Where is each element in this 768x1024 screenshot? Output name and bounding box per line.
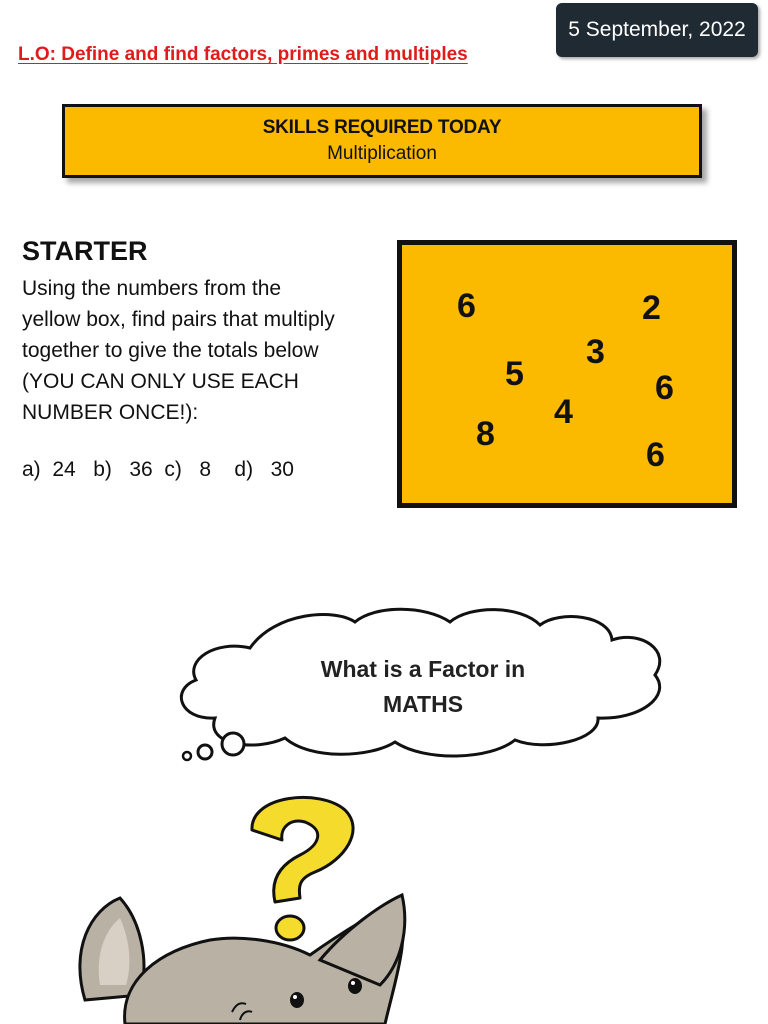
box-number: 5 xyxy=(505,355,524,393)
learning-objective: L.O: Define and find factors, primes and multiples xyxy=(18,44,468,65)
starter-line: together to give the totals below xyxy=(22,339,319,362)
date-badge: 5 September, 2022 xyxy=(556,3,758,57)
character-eye xyxy=(290,992,304,1008)
skills-title: SKILLS REQUIRED TODAY xyxy=(262,117,502,138)
thought-bubble-dot xyxy=(198,745,212,759)
confused-character-illustration xyxy=(0,790,768,1024)
thought-bubble-text xyxy=(268,652,578,722)
thought-bubble-dot xyxy=(222,733,244,755)
starter-line: (YOU CAN ONLY USE EACH xyxy=(22,370,299,393)
starter-line: NUMBER ONCE!): xyxy=(22,401,199,424)
skills-subtitle: Multiplication xyxy=(327,143,437,164)
box-number: 8 xyxy=(476,415,495,453)
character-eye xyxy=(348,978,362,994)
starter-line: Using the numbers from the xyxy=(22,277,282,300)
box-number: 6 xyxy=(457,287,476,325)
box-number: 6 xyxy=(655,369,674,407)
thought-bubble-line: MATHS xyxy=(382,691,464,717)
box-number: 4 xyxy=(554,393,573,431)
box-number: 2 xyxy=(642,289,661,327)
starter-title: STARTER xyxy=(22,236,148,266)
target-totals: a) 24 b) 36 c) 8 d) 30 xyxy=(22,458,294,481)
box-number: 6 xyxy=(646,436,665,474)
thought-bubble-dot xyxy=(183,752,191,760)
starter-line: yellow box, find pairs that multiply xyxy=(22,308,335,331)
thought-bubble-line: What is a Factor in xyxy=(320,656,526,682)
box-number: 3 xyxy=(586,333,605,371)
